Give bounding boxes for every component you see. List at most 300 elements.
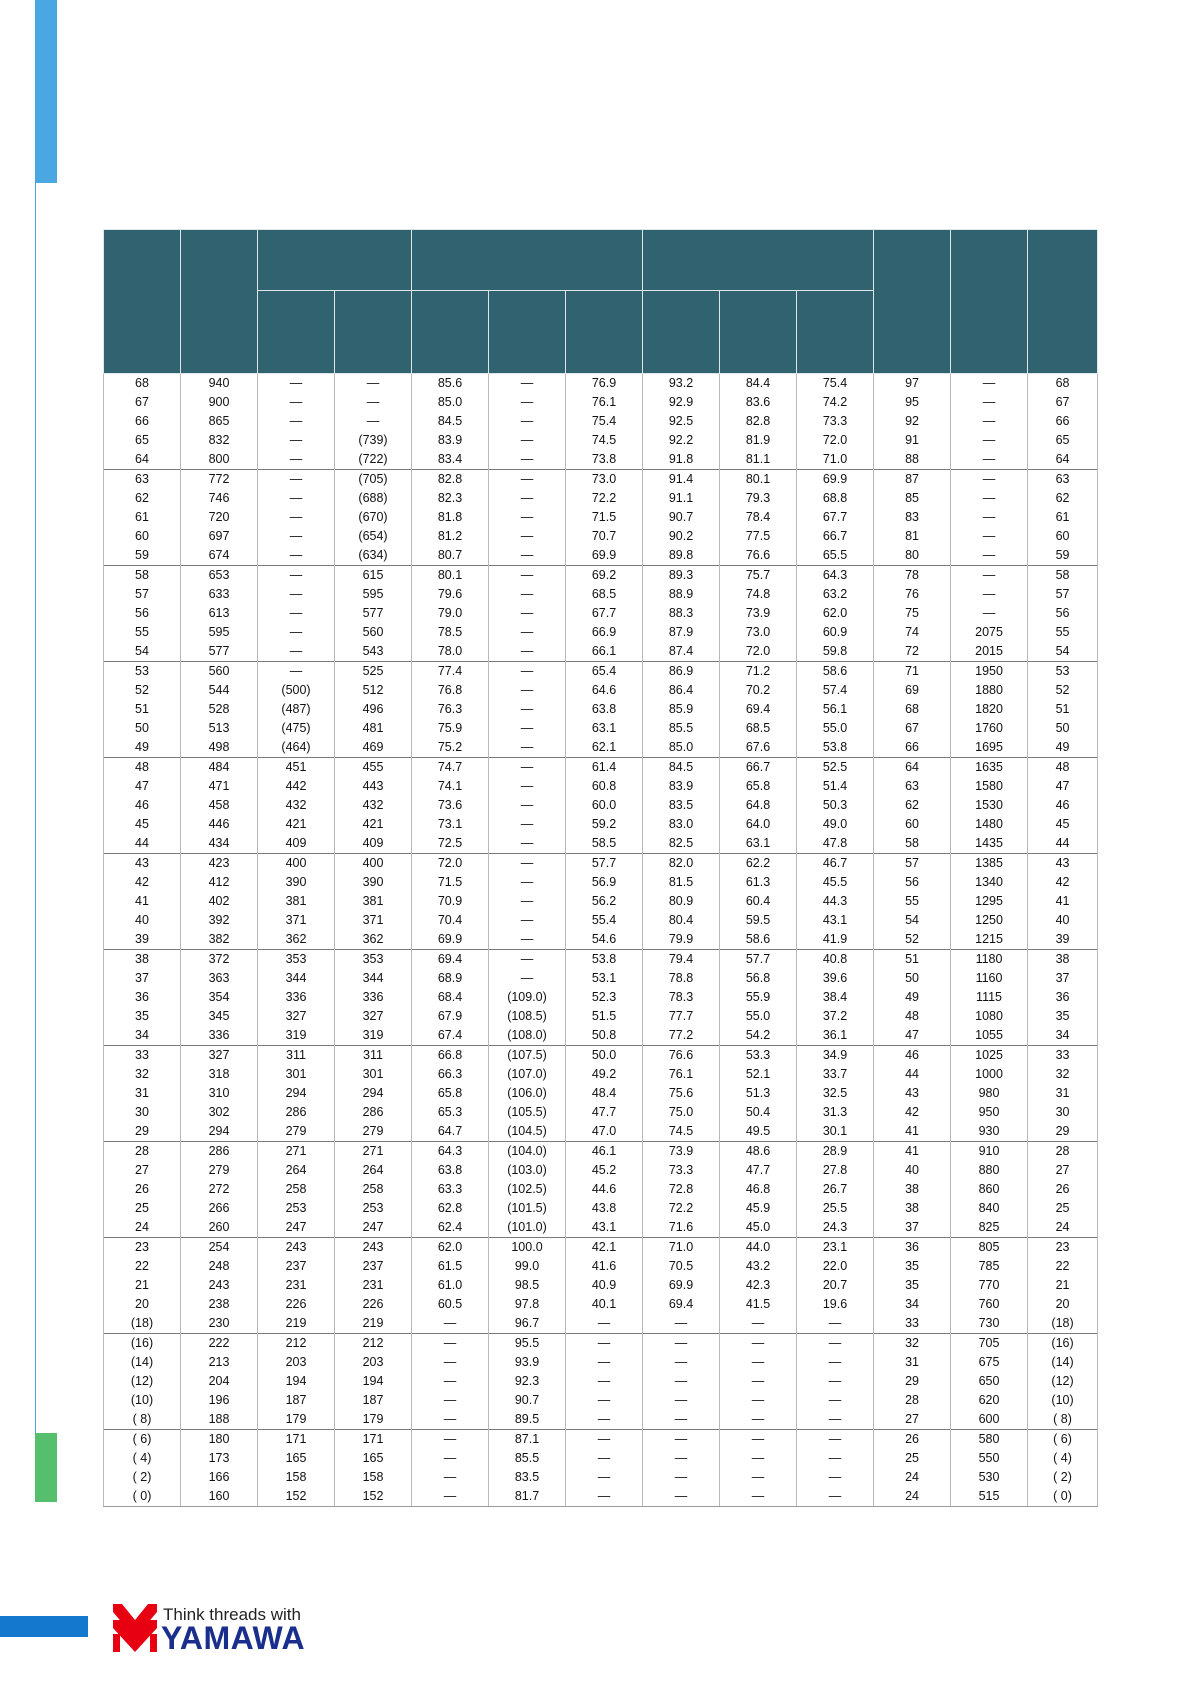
table-cell: 100.0 (489, 1238, 566, 1258)
table-cell: 82.5 (643, 834, 720, 854)
table-cell: 832 (181, 431, 258, 450)
table-cell: 85.5 (489, 1449, 566, 1468)
table-row (104, 623, 1098, 642)
table-cell: 46 (104, 796, 181, 815)
table-row (104, 431, 1098, 450)
table-row (104, 950, 1098, 970)
table-cell: 33 (1028, 1046, 1098, 1066)
table-cell: — (489, 930, 566, 950)
table-cell: 47 (104, 777, 181, 796)
table-cell: 75.6 (643, 1084, 720, 1103)
table-cell: 353 (335, 950, 412, 970)
table-cell: 67 (104, 393, 181, 412)
table-row (104, 796, 1098, 815)
table-cell: — (412, 1314, 489, 1334)
table-cell: — (643, 1430, 720, 1450)
table-cell: 36 (104, 988, 181, 1007)
table-cell: 46.7 (797, 854, 874, 874)
table-cell: — (720, 1314, 797, 1334)
table-cell: 62.2 (720, 854, 797, 874)
table-cell: 91.4 (643, 470, 720, 490)
table-cell: 82.0 (643, 854, 720, 874)
table-cell: 66 (874, 738, 951, 758)
table-cell: 825 (951, 1218, 1028, 1238)
table-cell: 158 (335, 1468, 412, 1487)
table-cell: 840 (951, 1199, 1028, 1218)
table-cell: — (643, 1468, 720, 1487)
table-row (104, 1103, 1098, 1122)
table-cell: 72 (874, 642, 951, 662)
table-cell: 88.3 (643, 604, 720, 623)
table-cell: 71.6 (643, 1218, 720, 1238)
table-cell: — (489, 393, 566, 412)
table-cell: 73.0 (566, 470, 643, 490)
table-cell: — (797, 1487, 874, 1507)
table-cell: 71.0 (643, 1238, 720, 1258)
table-cell: 45 (1028, 815, 1098, 834)
table-cell: 60.8 (566, 777, 643, 796)
table-cell: 75.9 (412, 719, 489, 738)
table-cell: 62 (104, 489, 181, 508)
table-cell: 54 (874, 911, 951, 930)
table-cell: 44 (104, 834, 181, 854)
table-cell: 27.8 (797, 1161, 874, 1180)
table-cell: 421 (258, 815, 335, 834)
header-subcell-col-4 (335, 291, 412, 374)
table-cell: 88.9 (643, 585, 720, 604)
table-cell: 87 (874, 470, 951, 490)
table-cell: 72.8 (643, 1180, 720, 1199)
table-cell: 89.3 (643, 566, 720, 586)
table-row (104, 450, 1098, 470)
table-cell: 75.2 (412, 738, 489, 758)
table-cell: 52 (104, 681, 181, 700)
header-subcell-col-5 (412, 291, 489, 374)
table-cell: 84.5 (643, 758, 720, 778)
table-cell: 60.0 (566, 796, 643, 815)
table-cell: 231 (258, 1276, 335, 1295)
table-cell: 513 (181, 719, 258, 738)
table-cell: 1115 (951, 988, 1028, 1007)
table-cell: (634) (335, 546, 412, 566)
table-cell: 344 (258, 969, 335, 988)
table-row (104, 527, 1098, 546)
table-cell: 41.9 (797, 930, 874, 950)
table-cell: 55 (874, 892, 951, 911)
table-cell: — (643, 1334, 720, 1354)
table-row (104, 911, 1098, 930)
table-cell: 21 (104, 1276, 181, 1295)
table-cell: 64 (104, 450, 181, 470)
table-cell: — (258, 393, 335, 412)
table-cell: ( 2) (104, 1468, 181, 1487)
table-cell: 58 (104, 566, 181, 586)
table-cell: 37 (874, 1218, 951, 1238)
table-cell: 362 (335, 930, 412, 950)
table-cell: — (412, 1372, 489, 1391)
table-cell: 58.6 (797, 662, 874, 682)
table-cell: — (720, 1449, 797, 1468)
table-cell: (103.0) (489, 1161, 566, 1180)
table-row (104, 393, 1098, 412)
table-cell: 204 (181, 1372, 258, 1391)
table-cell: 65 (1028, 431, 1098, 450)
table-cell: — (797, 1353, 874, 1372)
table-cell: — (489, 969, 566, 988)
table-cell: 28 (874, 1391, 951, 1410)
table-cell: 37.2 (797, 1007, 874, 1026)
table-cell: 455 (335, 758, 412, 778)
table-cell: 47.0 (566, 1122, 643, 1142)
table-row (104, 1065, 1098, 1084)
table-cell: 70.7 (566, 527, 643, 546)
table-cell: (14) (104, 1353, 181, 1372)
table-cell: 271 (335, 1142, 412, 1162)
table-cell: 1950 (951, 662, 1028, 682)
table-cell: 152 (258, 1487, 335, 1507)
table-cell: — (258, 662, 335, 682)
table-cell: — (643, 1391, 720, 1410)
table-cell: 481 (335, 719, 412, 738)
table-cell: 362 (258, 930, 335, 950)
table-cell: 83.5 (643, 796, 720, 815)
table-cell: 43 (104, 854, 181, 874)
table-cell: 1580 (951, 777, 1028, 796)
table-cell: 39 (1028, 930, 1098, 950)
table-cell: — (489, 911, 566, 930)
table-cell: 47.7 (720, 1161, 797, 1180)
table-cell: 1635 (951, 758, 1028, 778)
table-cell: 41 (104, 892, 181, 911)
table-cell: — (797, 1391, 874, 1410)
table-cell: 51.5 (566, 1007, 643, 1026)
table-cell: 92.3 (489, 1372, 566, 1391)
table-cell: 67 (874, 719, 951, 738)
table-row (104, 815, 1098, 834)
table-row (104, 374, 1098, 394)
table-cell: 1530 (951, 796, 1028, 815)
table-cell: 613 (181, 604, 258, 623)
table-cell: — (412, 1391, 489, 1410)
table-cell: 70.4 (412, 911, 489, 930)
table-cell: 82.8 (720, 412, 797, 431)
table-cell: 63 (874, 777, 951, 796)
table-cell: 1435 (951, 834, 1028, 854)
table-cell: 25 (1028, 1199, 1098, 1218)
table-cell: — (258, 374, 335, 394)
table-cell: 50.8 (566, 1026, 643, 1046)
table-cell: 49.2 (566, 1065, 643, 1084)
table-cell: 83.0 (643, 815, 720, 834)
table-cell: 940 (181, 374, 258, 394)
table-cell: 74.5 (643, 1122, 720, 1142)
table-cell: 171 (335, 1430, 412, 1450)
table-cell: — (797, 1314, 874, 1334)
table-cell: 62.4 (412, 1218, 489, 1238)
table-cell: 409 (258, 834, 335, 854)
table-cell: — (489, 431, 566, 450)
table-cell: 253 (258, 1199, 335, 1218)
table-cell: 64.0 (720, 815, 797, 834)
table-cell: 85.5 (643, 719, 720, 738)
table-cell: 1295 (951, 892, 1028, 911)
table-cell: 78.3 (643, 988, 720, 1007)
table-cell: 160 (181, 1487, 258, 1507)
table-cell: 78.5 (412, 623, 489, 642)
table-cell: 61.3 (720, 873, 797, 892)
table-cell: 97.8 (489, 1295, 566, 1314)
table-cell: 930 (951, 1122, 1028, 1142)
table-cell: 80 (874, 546, 951, 566)
table-cell: 64.3 (797, 566, 874, 586)
table-cell: 69.9 (566, 546, 643, 566)
table-cell: 62.8 (412, 1199, 489, 1218)
table-cell: 73.8 (566, 450, 643, 470)
table-cell: 50 (874, 969, 951, 988)
table-cell: 1080 (951, 1007, 1028, 1026)
table-cell: 675 (951, 1353, 1028, 1372)
header-subcell-col-10 (797, 291, 874, 374)
table-cell: 52.1 (720, 1065, 797, 1084)
table-cell: 62 (874, 796, 951, 815)
table-cell: 38 (874, 1199, 951, 1218)
header-subcell-col-8 (643, 291, 720, 374)
table-cell: 55.9 (720, 988, 797, 1007)
table-row (104, 854, 1098, 874)
table-cell: (18) (104, 1314, 181, 1334)
table-cell: 66.7 (720, 758, 797, 778)
table-cell: — (951, 470, 1028, 490)
table-cell: 70.5 (643, 1257, 720, 1276)
table-cell: 86.4 (643, 681, 720, 700)
table-cell: 496 (335, 700, 412, 719)
table-cell: 1180 (951, 950, 1028, 970)
table-cell: 56.8 (720, 969, 797, 988)
table-cell: 83.4 (412, 450, 489, 470)
table-row (104, 834, 1098, 854)
table-row (104, 1084, 1098, 1103)
table-cell: 286 (258, 1103, 335, 1122)
table-cell: 371 (335, 911, 412, 930)
table-cell: 1340 (951, 873, 1028, 892)
table-cell: 720 (181, 508, 258, 527)
table-cell: 46.8 (720, 1180, 797, 1199)
table-cell: 327 (335, 1007, 412, 1026)
table-cell: 327 (258, 1007, 335, 1026)
table-cell: 49.0 (797, 815, 874, 834)
table-cell: — (489, 681, 566, 700)
table-cell: — (258, 527, 335, 546)
table-cell: 805 (951, 1238, 1028, 1258)
table-cell: 46 (1028, 796, 1098, 815)
table-cell: 27 (104, 1161, 181, 1180)
table-cell: 67.6 (720, 738, 797, 758)
table-cell: (500) (258, 681, 335, 700)
table-cell: 81.5 (643, 873, 720, 892)
table-cell: 78 (874, 566, 951, 586)
table-cell: — (489, 508, 566, 527)
table-cell: (739) (335, 431, 412, 450)
table-cell: 68.8 (797, 489, 874, 508)
table-row (104, 1449, 1098, 1468)
table-cell: — (566, 1468, 643, 1487)
table-cell: 392 (181, 911, 258, 930)
table-cell: 76.3 (412, 700, 489, 719)
table-cell: 53 (104, 662, 181, 682)
table-cell: — (566, 1487, 643, 1507)
table-cell: 40.1 (566, 1295, 643, 1314)
table-cell: 38 (104, 950, 181, 970)
table-cell: 451 (258, 758, 335, 778)
table-cell: 92.9 (643, 393, 720, 412)
table-cell: 69.4 (643, 1295, 720, 1314)
table-cell: 301 (258, 1065, 335, 1084)
table-cell: 81.1 (720, 450, 797, 470)
table-cell: 272 (181, 1180, 258, 1199)
table-row (104, 642, 1098, 662)
table-cell: 243 (258, 1238, 335, 1258)
table-cell: 52 (874, 930, 951, 950)
table-cell: 42.1 (566, 1238, 643, 1258)
table-cell: (654) (335, 527, 412, 546)
table-cell: 45.2 (566, 1161, 643, 1180)
table-cell: 279 (335, 1122, 412, 1142)
table-cell: 42 (874, 1103, 951, 1122)
table-cell: 65 (104, 431, 181, 450)
table-cell: 36 (874, 1238, 951, 1258)
table-cell: 443 (335, 777, 412, 796)
table-cell: 880 (951, 1161, 1028, 1180)
table-cell: 63 (104, 470, 181, 490)
table-cell: 423 (181, 854, 258, 874)
table-cell: 24 (104, 1218, 181, 1238)
table-cell: 40.8 (797, 950, 874, 970)
table-cell: 87.4 (643, 642, 720, 662)
table-cell: 26 (874, 1430, 951, 1450)
table-cell: 76 (874, 585, 951, 604)
table-cell: 64.8 (720, 796, 797, 815)
table-cell: 179 (258, 1410, 335, 1430)
table-cell: 173 (181, 1449, 258, 1468)
table-row (104, 1122, 1098, 1142)
table-cell: 41.6 (566, 1257, 643, 1276)
table-cell: 77.7 (643, 1007, 720, 1026)
table-cell: (464) (258, 738, 335, 758)
header-cell-col-1 (104, 230, 181, 374)
table-cell: (475) (258, 719, 335, 738)
table-cell: (722) (335, 450, 412, 470)
table-cell: 47.7 (566, 1103, 643, 1122)
table-row (104, 1353, 1098, 1372)
header-cell-col-2 (181, 230, 258, 374)
table-cell: 530 (951, 1468, 1028, 1487)
table-cell: 72.0 (720, 642, 797, 662)
table-cell: 528 (181, 700, 258, 719)
table-cell: 81.9 (720, 431, 797, 450)
table-cell: 910 (951, 1142, 1028, 1162)
table-cell: 381 (335, 892, 412, 911)
table-cell: 31 (104, 1084, 181, 1103)
table-cell: — (951, 604, 1028, 623)
table-cell: — (951, 508, 1028, 527)
table-cell: 69.2 (566, 566, 643, 586)
table-cell: 260 (181, 1218, 258, 1238)
table-cell: — (566, 1410, 643, 1430)
table-cell: 84.4 (720, 374, 797, 394)
table-cell: 336 (181, 1026, 258, 1046)
table-cell: — (489, 700, 566, 719)
table-cell: — (643, 1372, 720, 1391)
table-row (104, 777, 1098, 796)
table-cell: 58.5 (566, 834, 643, 854)
table-cell: 203 (335, 1353, 412, 1372)
table-row (104, 585, 1098, 604)
table-cell: 62 (1028, 489, 1098, 508)
table-cell: 363 (181, 969, 258, 988)
table-cell: 165 (335, 1449, 412, 1468)
table-cell: 37 (1028, 969, 1098, 988)
table-cell: 865 (181, 412, 258, 431)
table-cell: — (412, 1334, 489, 1354)
table-cell: 2015 (951, 642, 1028, 662)
table-cell: — (797, 1449, 874, 1468)
table-cell: 80.9 (643, 892, 720, 911)
table-cell: 42.3 (720, 1276, 797, 1295)
table-cell: — (797, 1372, 874, 1391)
table-cell: 180 (181, 1430, 258, 1450)
table-cell: 76.6 (720, 546, 797, 566)
table-cell: 61 (104, 508, 181, 527)
table-cell: 222 (181, 1334, 258, 1354)
table-row (104, 546, 1098, 566)
table-cell: 56.9 (566, 873, 643, 892)
table-cell: 69.9 (797, 470, 874, 490)
table-cell: 55.4 (566, 911, 643, 930)
table-cell: 54 (104, 642, 181, 662)
table-cell: 30.1 (797, 1122, 874, 1142)
table-cell: 254 (181, 1238, 258, 1258)
table-cell: 44.3 (797, 892, 874, 911)
table-cell: — (258, 604, 335, 623)
table-row (104, 738, 1098, 758)
table-cell: 1025 (951, 1046, 1028, 1066)
table-cell: 760 (951, 1295, 1028, 1314)
table-cell: 515 (951, 1487, 1028, 1507)
table-cell: (108.5) (489, 1007, 566, 1026)
table-cell: 344 (335, 969, 412, 988)
table-cell: 57 (104, 585, 181, 604)
table-cell: 471 (181, 777, 258, 796)
table-cell: (16) (104, 1334, 181, 1354)
table-cell: 57.7 (720, 950, 797, 970)
table-cell: (14) (1028, 1353, 1098, 1372)
table-cell: 48.6 (720, 1142, 797, 1162)
table-cell: — (720, 1334, 797, 1354)
table-row (104, 662, 1098, 682)
table-cell: (10) (1028, 1391, 1098, 1410)
table-cell: 1160 (951, 969, 1028, 988)
table-cell: 35 (874, 1276, 951, 1295)
table-cell: 85.0 (412, 393, 489, 412)
table-cell: (18) (1028, 1314, 1098, 1334)
table-cell: 31 (874, 1353, 951, 1372)
table-row (104, 1410, 1098, 1430)
table-cell: 543 (335, 642, 412, 662)
table-cell: — (951, 412, 1028, 431)
table-cell: 60 (874, 815, 951, 834)
table-cell: 53 (1028, 662, 1098, 682)
table-cell: 71.2 (720, 662, 797, 682)
